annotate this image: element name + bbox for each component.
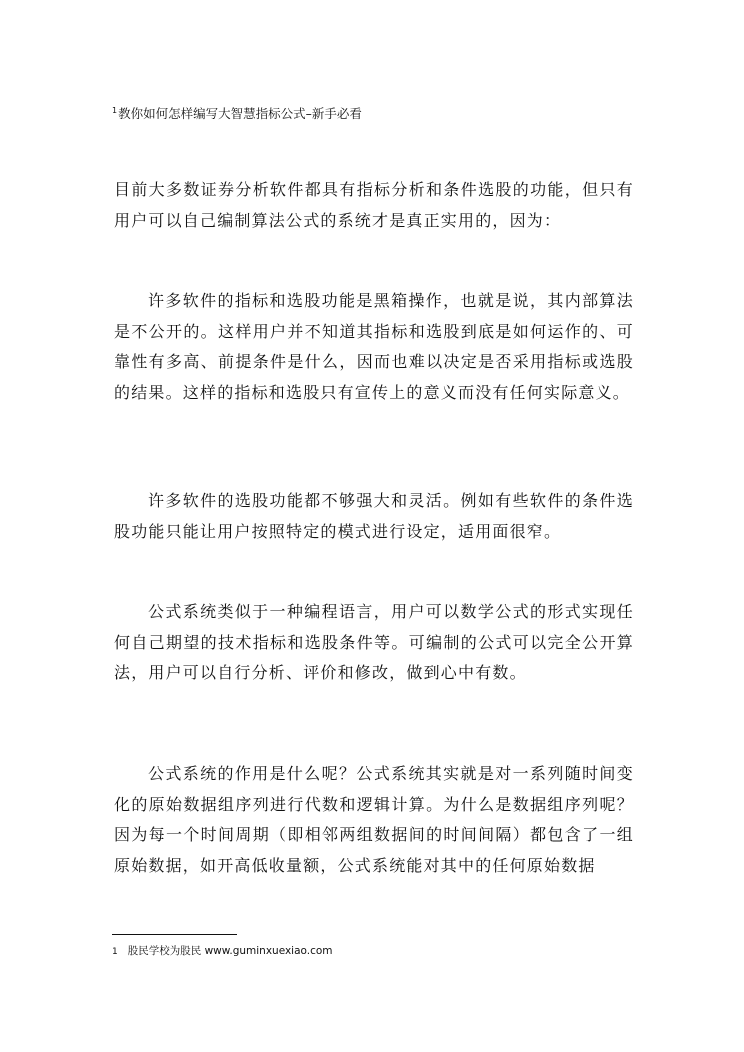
paragraph-flexibility: 许多软件的选股功能都不够强大和灵活。例如有些软件的条件选股功能只能让用户按照特定的模式进行设定，适用面很窄。 <box>114 491 634 541</box>
footnote-divider <box>112 934 237 935</box>
footnote <box>112 944 333 959</box>
footnote-text[interactable]: 股民学校为股民 www.guminxuexiao.com <box>127 945 333 957</box>
paragraph-formula-purpose: 公式系统的作用是什么呢？公式系统其实就是对一系列随时间变化的原始数据组序列进行代数和逻辑计算。为什么是数据组序列呢？因为每一个时间周期（即相邻两组数据间的时间间隔）都包含了一组原始数据，如开高低收量额，公式系统能对其中的任何原始数据 <box>114 764 634 875</box>
header-footnote-marker[interactable]: 1 <box>112 106 118 115</box>
document-header <box>112 103 362 122</box>
header-title: 教你如何怎样编写大智慧指标公式–新手必看 <box>118 106 362 121</box>
paragraph-black-box: 许多软件的指标和选股功能是黑箱操作，也就是说，其内部算法是不公开的。这样用户并不知道其指标和选股到底是如何运作的、可靠性有多高、前提条件是什么，因而也难以决定是否采用指标或选股的结果。这样的指标和选股只有宣传上的意义而没有任何实际意义。 <box>114 291 634 402</box>
paragraph-intro: 目前大多数证券分析软件都具有指标分析和条件选股的功能，但只有用户可以自己编制算法公式的系统才是真正实用的，因为： <box>114 180 634 230</box>
footnote-marker: 1 <box>112 947 118 957</box>
paragraph-formula-system: 公式系统类似于一种编程语言，用户可以数学公式的形式实现任何自己期望的技术指标和选股条件等。可编制的公式可以完全公开算法，用户可以自行分析、评价和修改，做到心中有数。 <box>114 602 634 682</box>
